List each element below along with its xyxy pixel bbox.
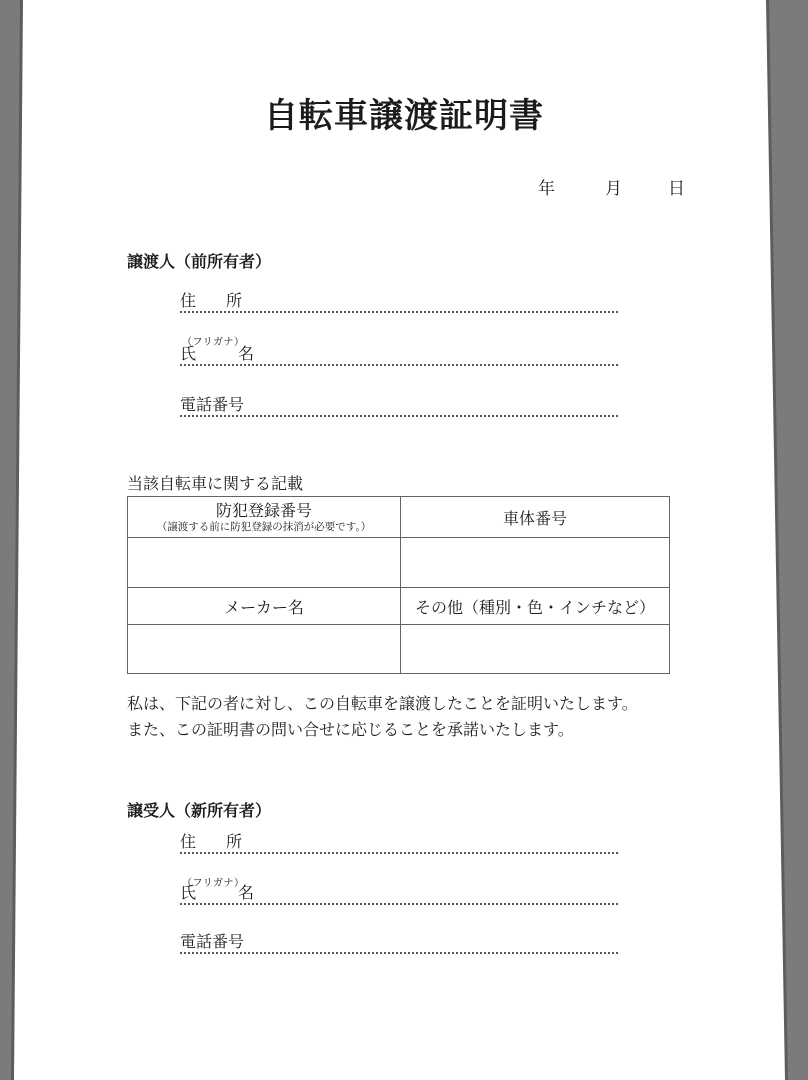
transferee-phone-row[interactable] — [180, 932, 618, 954]
transferor-heading: 譲渡人（前所有者） — [127, 254, 272, 271]
address-label: 住 所 — [180, 293, 242, 310]
bicycle-table-caption: 当該自転車に関する記載 — [127, 476, 304, 493]
address-label: 住 所 — [180, 834, 242, 851]
date-month-label: 月 — [605, 179, 622, 198]
crime-registration-value-cell[interactable] — [128, 538, 401, 588]
other-value-cell[interactable] — [401, 625, 670, 674]
phone-label: 電話番号 — [180, 934, 245, 951]
crime-registration-note: （譲渡する前に防犯登録の抹消が必要です。） — [156, 520, 372, 533]
transferee-address-row[interactable] — [180, 832, 618, 854]
crime-registration-label: 防犯登録番号 — [215, 502, 312, 520]
date-day-label: 日 — [668, 179, 685, 198]
crime-registration-header-cell — [128, 497, 401, 538]
transferor-phone-row[interactable] — [180, 395, 618, 417]
frame-number-label: 車体番号 — [502, 510, 567, 528]
name-label: 氏 名 — [180, 885, 254, 902]
bicycle-details-table — [127, 496, 670, 674]
document-title: 自転車譲渡証明書 — [264, 97, 544, 135]
transferee-heading: 譲受人（新所有者） — [127, 803, 272, 820]
other-label: その他（種別・色・インチなど） — [414, 599, 655, 617]
maker-label: メーカー名 — [224, 599, 304, 617]
certification-statement — [127, 692, 687, 744]
statement-line-2: また、この証明書の問い合せに応じることを承諾いたします。 — [127, 722, 574, 739]
transferor-address-row[interactable] — [180, 291, 618, 313]
transferee-name-row[interactable] — [180, 883, 618, 905]
transferor-furigana-note: （フリガナ） — [182, 337, 245, 348]
transferee-furigana-note: （フリガナ） — [182, 878, 245, 889]
maker-value-cell[interactable] — [128, 625, 401, 674]
transferor-name-row[interactable] — [180, 344, 618, 366]
maker-header-cell — [128, 588, 401, 625]
name-label: 氏 名 — [180, 346, 254, 363]
phone-label: 電話番号 — [180, 397, 245, 414]
other-header-cell — [401, 588, 670, 625]
statement-line-1: 私は、下記の者に対し、この自転車を譲渡したことを証明いたします。 — [127, 696, 638, 713]
frame-number-header-cell — [401, 497, 670, 538]
frame-number-value-cell[interactable] — [401, 538, 670, 588]
date-year-label: 年 — [538, 179, 555, 198]
